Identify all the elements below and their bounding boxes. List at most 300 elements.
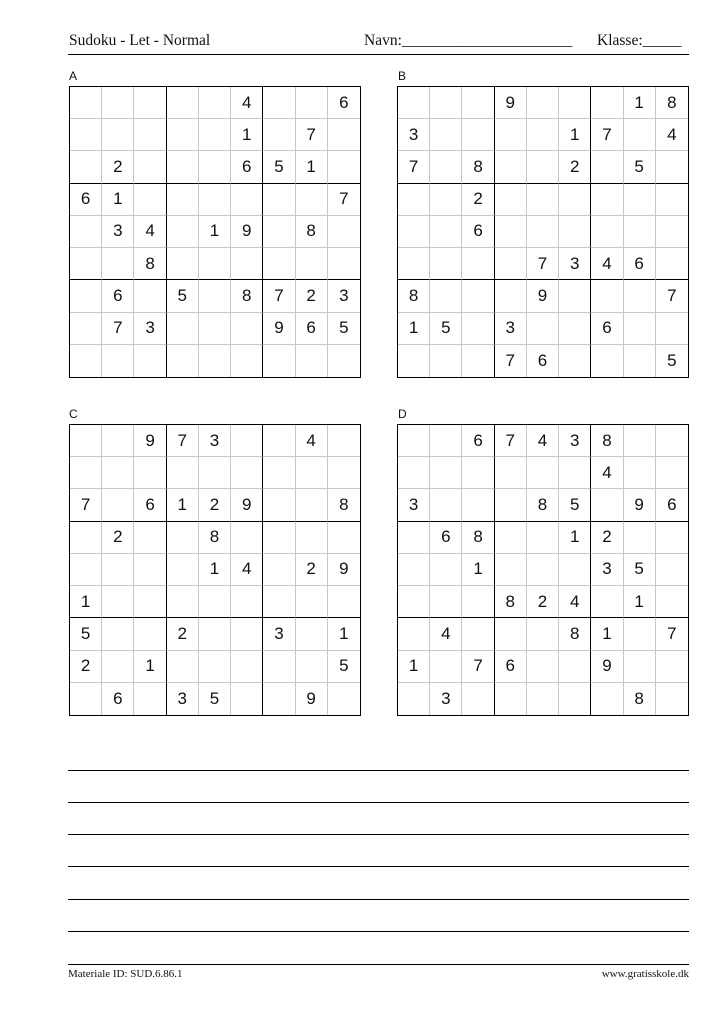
sudoku-cell: 9 bbox=[134, 425, 166, 457]
sudoku-cell bbox=[134, 345, 166, 377]
sudoku-cell bbox=[656, 522, 688, 554]
sudoku-cell bbox=[430, 216, 462, 248]
sudoku-cell: 7 bbox=[656, 618, 688, 650]
sudoku-cell: 2 bbox=[462, 184, 494, 216]
sudoku-cell: 7 bbox=[527, 248, 559, 280]
sudoku-cell bbox=[398, 586, 430, 618]
sudoku-cell bbox=[102, 618, 134, 650]
sudoku-cell: 8 bbox=[398, 280, 430, 312]
sudoku-cell bbox=[263, 184, 295, 216]
sudoku-cell bbox=[102, 554, 134, 586]
sudoku-cell bbox=[624, 280, 656, 312]
sudoku-cell bbox=[430, 425, 462, 457]
sudoku-cell bbox=[199, 280, 231, 312]
sudoku-cell bbox=[167, 184, 199, 216]
sudoku-cell bbox=[398, 345, 430, 377]
sudoku-cell bbox=[591, 280, 623, 312]
sudoku-cell bbox=[199, 651, 231, 683]
sudoku-cell: 4 bbox=[527, 425, 559, 457]
sudoku-cell: 5 bbox=[559, 489, 591, 521]
sudoku-cell: 9 bbox=[591, 651, 623, 683]
sudoku-cell: 9 bbox=[231, 216, 263, 248]
sudoku-cell bbox=[231, 345, 263, 377]
sudoku-cell: 6 bbox=[231, 151, 263, 183]
sudoku-cell bbox=[591, 184, 623, 216]
sudoku-cell bbox=[559, 184, 591, 216]
sudoku-cell bbox=[398, 87, 430, 119]
sudoku-cell bbox=[231, 184, 263, 216]
sudoku-cell bbox=[199, 457, 231, 489]
sudoku-cell bbox=[102, 425, 134, 457]
sudoku-cell bbox=[430, 457, 462, 489]
sudoku-cell bbox=[199, 119, 231, 151]
sudoku-cell: 2 bbox=[296, 554, 328, 586]
sudoku-cell: 7 bbox=[462, 651, 494, 683]
sudoku-cell bbox=[263, 425, 295, 457]
sudoku-cell bbox=[102, 586, 134, 618]
sudoku-cell bbox=[199, 248, 231, 280]
sudoku-cell: 2 bbox=[559, 151, 591, 183]
sudoku-cell bbox=[656, 586, 688, 618]
puzzle-d-label: D bbox=[398, 407, 407, 421]
sudoku-cell bbox=[231, 651, 263, 683]
sudoku-cell: 7 bbox=[70, 489, 102, 521]
sudoku-cell: 1 bbox=[559, 119, 591, 151]
sudoku-cell: 5 bbox=[70, 618, 102, 650]
puzzle-a-label: A bbox=[69, 69, 78, 83]
sudoku-cell: 6 bbox=[495, 651, 527, 683]
sudoku-cell bbox=[656, 651, 688, 683]
sudoku-cell bbox=[296, 345, 328, 377]
sudoku-cell bbox=[430, 248, 462, 280]
sudoku-cell: 6 bbox=[296, 313, 328, 345]
sudoku-cell: 9 bbox=[328, 554, 360, 586]
sudoku-cell bbox=[624, 651, 656, 683]
sudoku-cell: 6 bbox=[462, 216, 494, 248]
sudoku-cell: 6 bbox=[624, 248, 656, 280]
sudoku-cell: 5 bbox=[328, 313, 360, 345]
sudoku-cell: 4 bbox=[559, 586, 591, 618]
sudoku-cell bbox=[559, 216, 591, 248]
sudoku-cell bbox=[167, 248, 199, 280]
sudoku-cell bbox=[134, 683, 166, 715]
sudoku-cell bbox=[167, 345, 199, 377]
sudoku-cell bbox=[102, 119, 134, 151]
sudoku-grid-c bbox=[69, 424, 361, 716]
sudoku-cell bbox=[624, 522, 656, 554]
sudoku-cell: 6 bbox=[656, 489, 688, 521]
sudoku-cell bbox=[495, 151, 527, 183]
sudoku-cell: 2 bbox=[527, 586, 559, 618]
sudoku-cell bbox=[199, 313, 231, 345]
sudoku-cell: 2 bbox=[199, 489, 231, 521]
sudoku-cell: 2 bbox=[102, 151, 134, 183]
sudoku-cell bbox=[559, 554, 591, 586]
sudoku-cell bbox=[167, 651, 199, 683]
sudoku-cell: 4 bbox=[430, 618, 462, 650]
sudoku-cell bbox=[495, 119, 527, 151]
sudoku-cell bbox=[624, 345, 656, 377]
sudoku-cell bbox=[167, 87, 199, 119]
writing-line bbox=[68, 770, 689, 771]
sudoku-cell bbox=[527, 313, 559, 345]
sudoku-cell: 3 bbox=[102, 216, 134, 248]
sudoku-cell: 7 bbox=[263, 280, 295, 312]
sudoku-cell bbox=[134, 522, 166, 554]
writing-line bbox=[68, 866, 689, 867]
sudoku-cell bbox=[102, 489, 134, 521]
sudoku-cell: 3 bbox=[398, 119, 430, 151]
sudoku-cell: 7 bbox=[296, 119, 328, 151]
sudoku-cell: 6 bbox=[591, 313, 623, 345]
sudoku-cell: 8 bbox=[199, 522, 231, 554]
sudoku-cell bbox=[656, 425, 688, 457]
sudoku-cell bbox=[231, 457, 263, 489]
sudoku-cell: 1 bbox=[296, 151, 328, 183]
sudoku-cell: 2 bbox=[167, 618, 199, 650]
sudoku-cell bbox=[656, 184, 688, 216]
sudoku-cell: 9 bbox=[231, 489, 263, 521]
sudoku-cell: 4 bbox=[296, 425, 328, 457]
sudoku-cell bbox=[559, 457, 591, 489]
sudoku-cell bbox=[656, 151, 688, 183]
sudoku-cell bbox=[495, 683, 527, 715]
sudoku-cell bbox=[134, 554, 166, 586]
sudoku-cell: 3 bbox=[430, 683, 462, 715]
sudoku-cell bbox=[70, 683, 102, 715]
sudoku-cell bbox=[559, 345, 591, 377]
sudoku-cell bbox=[296, 184, 328, 216]
sudoku-cell: 6 bbox=[70, 184, 102, 216]
sudoku-cell bbox=[231, 586, 263, 618]
sudoku-cell bbox=[296, 522, 328, 554]
sudoku-cell bbox=[328, 522, 360, 554]
sudoku-cell bbox=[527, 119, 559, 151]
sudoku-cell: 5 bbox=[667, 350, 677, 370]
sudoku-cell bbox=[134, 87, 166, 119]
sudoku-cell bbox=[263, 522, 295, 554]
sudoku-cell bbox=[199, 184, 231, 216]
sudoku-cell bbox=[263, 119, 295, 151]
sudoku-cell bbox=[495, 489, 527, 521]
sudoku-cell bbox=[398, 248, 430, 280]
sudoku-cell bbox=[591, 489, 623, 521]
sudoku-cell bbox=[263, 489, 295, 521]
sudoku-cell bbox=[495, 248, 527, 280]
sudoku-cell bbox=[527, 87, 559, 119]
sudoku-cell: 5 bbox=[167, 280, 199, 312]
header-divider bbox=[68, 54, 689, 55]
sudoku-cell: 7 bbox=[495, 425, 527, 457]
sudoku-cell: 1 bbox=[559, 522, 591, 554]
sudoku-cell: 8 bbox=[462, 522, 494, 554]
sudoku-cell bbox=[462, 87, 494, 119]
sudoku-cell bbox=[263, 651, 295, 683]
sudoku-cell bbox=[462, 457, 494, 489]
sudoku-cell bbox=[296, 87, 328, 119]
sudoku-cell: 4 bbox=[134, 216, 166, 248]
sudoku-cell: 3 bbox=[559, 425, 591, 457]
sudoku-cell: 8 bbox=[462, 151, 494, 183]
sudoku-cell: 1 bbox=[591, 618, 623, 650]
sudoku-cell: 9 bbox=[624, 489, 656, 521]
sudoku-cell bbox=[296, 618, 328, 650]
sudoku-cell bbox=[102, 345, 134, 377]
sudoku-cell bbox=[263, 87, 295, 119]
sudoku-cell: 8 bbox=[624, 683, 656, 715]
sudoku-grid-a bbox=[69, 86, 361, 378]
sudoku-cell bbox=[495, 457, 527, 489]
sudoku-cell bbox=[134, 184, 166, 216]
sudoku-cell bbox=[527, 216, 559, 248]
sudoku-cell bbox=[328, 586, 360, 618]
sudoku-cell: 8 bbox=[656, 87, 688, 119]
sudoku-cell bbox=[231, 522, 263, 554]
sudoku-cell bbox=[462, 586, 494, 618]
sudoku-cell bbox=[70, 87, 102, 119]
sudoku-cell: 1 bbox=[199, 554, 231, 586]
sudoku-cell bbox=[495, 280, 527, 312]
sudoku-cell: 5 bbox=[328, 651, 360, 683]
sudoku-cell bbox=[527, 184, 559, 216]
sudoku-cell: 6 bbox=[102, 683, 134, 715]
sudoku-cell bbox=[430, 586, 462, 618]
sudoku-cell: 1 bbox=[328, 618, 360, 650]
sudoku-cell bbox=[70, 425, 102, 457]
sudoku-cell: 6 bbox=[328, 87, 360, 119]
sudoku-cell bbox=[462, 345, 494, 377]
sudoku-cell bbox=[591, 683, 623, 715]
sudoku-cell bbox=[559, 87, 591, 119]
sudoku-cell: 7 bbox=[328, 184, 360, 216]
sudoku-cell: 2 bbox=[70, 651, 102, 683]
sudoku-cell bbox=[624, 618, 656, 650]
sudoku-cell bbox=[430, 184, 462, 216]
sudoku-cell bbox=[328, 457, 360, 489]
sudoku-cell bbox=[495, 216, 527, 248]
sudoku-cell: 2 bbox=[296, 280, 328, 312]
sudoku-cell: 4 bbox=[231, 554, 263, 586]
sudoku-cell bbox=[70, 280, 102, 312]
writing-line bbox=[68, 834, 689, 835]
website-url: www.gratisskole.dk bbox=[601, 968, 689, 980]
sudoku-cell bbox=[134, 618, 166, 650]
sudoku-cell bbox=[591, 216, 623, 248]
sudoku-cell: 8 bbox=[495, 586, 527, 618]
sudoku-cell: 1 bbox=[624, 87, 656, 119]
sudoku-cell: 6 bbox=[134, 489, 166, 521]
sudoku-cell bbox=[231, 313, 263, 345]
sudoku-cell bbox=[167, 119, 199, 151]
sudoku-cell bbox=[430, 87, 462, 119]
sudoku-cell bbox=[134, 151, 166, 183]
sudoku-cell bbox=[263, 248, 295, 280]
writing-line bbox=[68, 931, 689, 932]
puzzle-c-label: C bbox=[69, 407, 78, 421]
sudoku-cell bbox=[398, 425, 430, 457]
sudoku-cell: 8 bbox=[591, 425, 623, 457]
sudoku-cell bbox=[559, 651, 591, 683]
sudoku-cell bbox=[199, 586, 231, 618]
sudoku-cell: 3 bbox=[134, 313, 166, 345]
name-field: Navn:______________________ bbox=[364, 32, 573, 49]
sudoku-cell bbox=[398, 457, 430, 489]
puzzle-b-label: B bbox=[398, 69, 407, 83]
sudoku-cell bbox=[462, 248, 494, 280]
sudoku-cell bbox=[462, 618, 494, 650]
sudoku-cell: 1 bbox=[624, 586, 656, 618]
sudoku-cell: 1 bbox=[167, 489, 199, 521]
sudoku-cell bbox=[398, 184, 430, 216]
sudoku-cell: 4 bbox=[231, 87, 263, 119]
sudoku-cell bbox=[656, 313, 688, 345]
sudoku-cell: 3 bbox=[398, 489, 430, 521]
sudoku-cell bbox=[231, 248, 263, 280]
sudoku-cell bbox=[624, 119, 656, 151]
sudoku-cell bbox=[624, 457, 656, 489]
sudoku-cell bbox=[70, 554, 102, 586]
sudoku-cell: 3 bbox=[263, 618, 295, 650]
sudoku-cell bbox=[70, 151, 102, 183]
sudoku-cell: 8 bbox=[134, 248, 166, 280]
sudoku-cell bbox=[591, 586, 623, 618]
sudoku-cell: 7 bbox=[102, 313, 134, 345]
sudoku-cell: 1 bbox=[398, 651, 430, 683]
sudoku-cell bbox=[656, 216, 688, 248]
sudoku-cell bbox=[430, 280, 462, 312]
sudoku-cell: 1 bbox=[70, 586, 102, 618]
sudoku-cell: 1 bbox=[199, 216, 231, 248]
sudoku-cell bbox=[328, 216, 360, 248]
sudoku-cell bbox=[263, 683, 295, 715]
sudoku-cell bbox=[328, 248, 360, 280]
sudoku-cell bbox=[134, 280, 166, 312]
sudoku-cell: 1 bbox=[398, 313, 430, 345]
sudoku-cell bbox=[328, 345, 360, 377]
sudoku-cell bbox=[70, 522, 102, 554]
sudoku-cell bbox=[624, 216, 656, 248]
sudoku-cell bbox=[328, 119, 360, 151]
sudoku-cell bbox=[495, 184, 527, 216]
sudoku-cell: 5 bbox=[430, 313, 462, 345]
sudoku-cell: 3 bbox=[591, 554, 623, 586]
sudoku-cell: 8 bbox=[527, 489, 559, 521]
sudoku-cell bbox=[398, 683, 430, 715]
sudoku-cell bbox=[296, 248, 328, 280]
sudoku-cell bbox=[263, 457, 295, 489]
sudoku-cell bbox=[70, 313, 102, 345]
sudoku-cell bbox=[199, 151, 231, 183]
sudoku-cell bbox=[559, 313, 591, 345]
sudoku-cell: 3 bbox=[559, 248, 591, 280]
sudoku-cell bbox=[167, 216, 199, 248]
class-field: Klasse:_____ bbox=[597, 32, 682, 49]
sudoku-cell bbox=[462, 119, 494, 151]
sudoku-cell bbox=[527, 522, 559, 554]
sudoku-cell bbox=[296, 489, 328, 521]
sudoku-cell bbox=[398, 618, 430, 650]
sudoku-cell: 6 bbox=[102, 280, 134, 312]
sudoku-cell bbox=[167, 522, 199, 554]
sudoku-cell bbox=[624, 313, 656, 345]
sudoku-cell bbox=[199, 618, 231, 650]
sudoku-cell bbox=[495, 618, 527, 650]
sudoku-cell bbox=[656, 248, 688, 280]
sudoku-cell bbox=[462, 683, 494, 715]
sudoku-cell bbox=[591, 345, 623, 377]
sudoku-cell: 6 bbox=[430, 522, 462, 554]
footer-divider bbox=[68, 964, 689, 965]
sudoku-cell: 3 bbox=[495, 313, 527, 345]
sudoku-cell bbox=[656, 554, 688, 586]
sudoku-cell bbox=[430, 151, 462, 183]
sudoku-cell bbox=[656, 457, 688, 489]
writing-line bbox=[68, 802, 689, 803]
sudoku-cell bbox=[134, 119, 166, 151]
sudoku-cell bbox=[430, 345, 462, 377]
sudoku-cell: 9 bbox=[263, 313, 295, 345]
sudoku-cell bbox=[398, 554, 430, 586]
sudoku-cell bbox=[656, 683, 688, 715]
sudoku-cell bbox=[527, 457, 559, 489]
sudoku-cell: 8 bbox=[559, 618, 591, 650]
sudoku-cell bbox=[527, 618, 559, 650]
sudoku-cell: 5 bbox=[263, 151, 295, 183]
sudoku-cell: 9 bbox=[296, 683, 328, 715]
sudoku-cell bbox=[70, 119, 102, 151]
sudoku-cell bbox=[328, 425, 360, 457]
sudoku-cell bbox=[527, 651, 559, 683]
sudoku-cell bbox=[495, 522, 527, 554]
worksheet-title: Sudoku - Let - Normal bbox=[69, 32, 211, 49]
sudoku-cell: 3 bbox=[328, 280, 360, 312]
sudoku-cell bbox=[462, 280, 494, 312]
sudoku-cell: 9 bbox=[495, 87, 527, 119]
sudoku-cell: 4 bbox=[591, 248, 623, 280]
sudoku-cell: 7 bbox=[495, 345, 527, 377]
sudoku-cell bbox=[495, 554, 527, 586]
sudoku-cell bbox=[70, 216, 102, 248]
sudoku-cell bbox=[199, 87, 231, 119]
sudoku-cell bbox=[134, 586, 166, 618]
sudoku-cell bbox=[263, 554, 295, 586]
sudoku-cell bbox=[231, 683, 263, 715]
sudoku-cell bbox=[70, 457, 102, 489]
sudoku-cell bbox=[167, 457, 199, 489]
sudoku-cell bbox=[167, 313, 199, 345]
sudoku-cell: 4 bbox=[656, 119, 688, 151]
sudoku-cell bbox=[263, 216, 295, 248]
sudoku-cell bbox=[430, 489, 462, 521]
sudoku-cell bbox=[296, 651, 328, 683]
sudoku-cell: 3 bbox=[167, 683, 199, 715]
sudoku-cell: 1 bbox=[102, 184, 134, 216]
sudoku-cell: 9 bbox=[527, 280, 559, 312]
sudoku-cell bbox=[462, 313, 494, 345]
sudoku-cell bbox=[527, 554, 559, 586]
sudoku-cell: 8 bbox=[328, 489, 360, 521]
sudoku-cell bbox=[70, 248, 102, 280]
sudoku-cell bbox=[624, 425, 656, 457]
sudoku-cell: 7 bbox=[591, 119, 623, 151]
sudoku-cell bbox=[328, 683, 360, 715]
sudoku-cell bbox=[296, 586, 328, 618]
sudoku-cell bbox=[398, 216, 430, 248]
sudoku-grid-b bbox=[397, 86, 689, 378]
sudoku-cell bbox=[296, 457, 328, 489]
sudoku-cell bbox=[102, 248, 134, 280]
sudoku-cell: 6 bbox=[462, 425, 494, 457]
